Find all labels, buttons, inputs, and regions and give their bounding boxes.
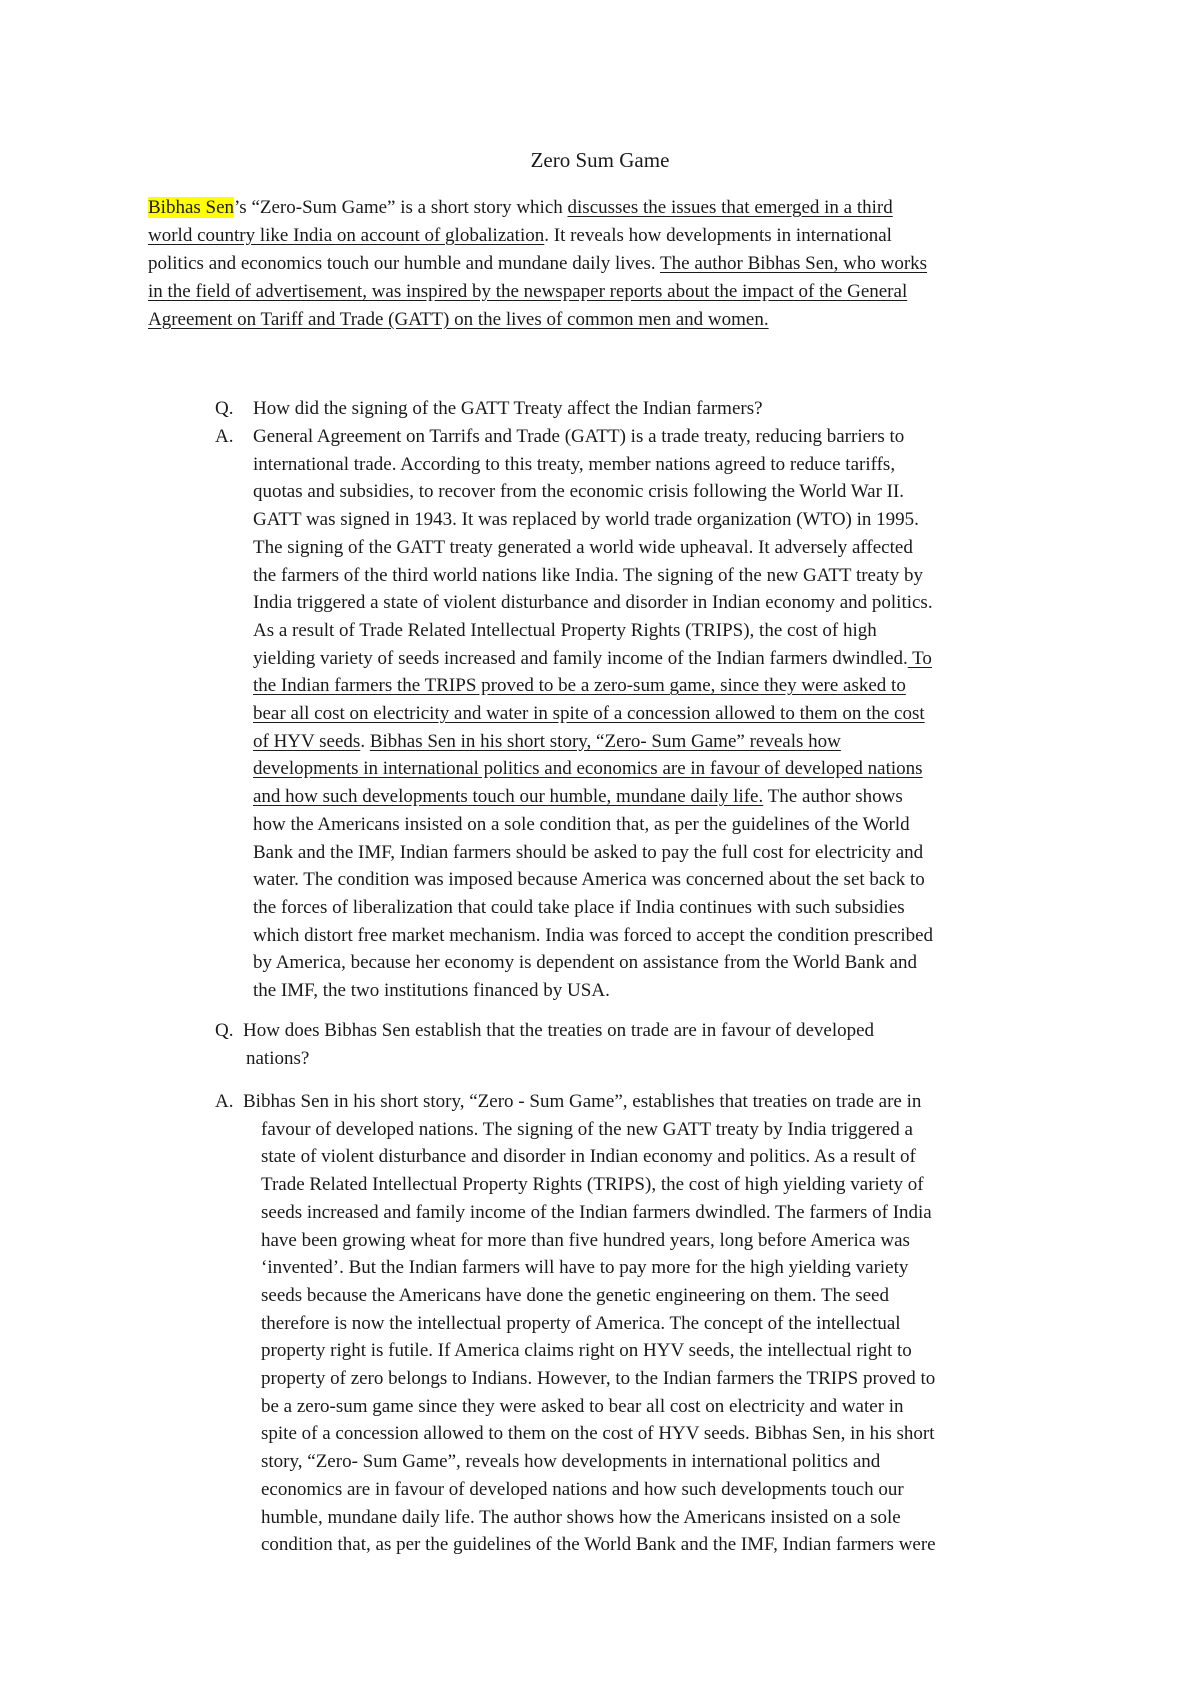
question-2-text: How does Bibhas Sen establish that the treaties on trade are in favour of developed nations? <box>243 1020 875 1069</box>
answer-line: by America, because her economy is dependent on assistance from the World Bank and <box>253 952 917 974</box>
answer-line: how the Americans insisted on a sole condition that, as per the guidelines of the World <box>253 813 910 835</box>
answer-line: and how such developments touch our humble, mundane daily life. The author shows <box>253 786 903 808</box>
answer-line: GATT was signed in 1943. It was replaced by world trade organization (WTO) in 1995. <box>253 509 919 531</box>
answer-line: General Agreement on Tarrifs and Trade (GATT) is a trade treaty, reducing barriers to <box>253 426 905 447</box>
answer-line: the Indian farmers the TRIPS proved to be a zero-sum game, since they were asked to <box>253 675 906 697</box>
answer-line: yielding variety of seeds increased and family income of the Indian farmers dwindled. To <box>253 647 932 669</box>
answer-line: Bibhas Sen in his short story, “Zero - Sum Game”, establishes that treaties on trade are in <box>243 1091 922 1112</box>
question-marker: Q. <box>215 398 234 419</box>
answer-line: the forces of liberalization that could take place if India continues with such subsidies <box>253 896 905 918</box>
answer-line: economics are in favour of developed nations and how such developments touch our <box>261 1478 904 1500</box>
answer-line: As a result of Trade Related Intellectual Property Rights (TRIPS), the cost of high <box>253 619 877 641</box>
answer-line: which distort free market mechanism. India was forced to accept the condition prescribed <box>253 924 934 946</box>
intro-line: politics and economics touch our humble and mundane daily lives. The author Bibhas Sen, who works <box>148 253 928 274</box>
answer-line: bear all cost on electricity and water in spite of a concession allowed to them on the cost <box>253 703 925 725</box>
intro-line: in the field of advertisement, was inspired by the newspaper reports about the impact of the General <box>148 281 908 302</box>
answer-line: property right is futile. If America claims right on HYV seeds, the intellectual right to <box>261 1340 912 1362</box>
answer-line: of HYV seeds. Bibhas Sen in his short story, “Zero- Sum Game” reveals how <box>253 730 841 752</box>
answer-line: India triggered a state of violent disturbance and disorder in Indian economy and politics. <box>253 592 933 614</box>
intro-paragraph <box>148 194 1068 334</box>
intro-line: world country like India on account of globalization. It reveals how developments in international <box>148 225 892 246</box>
answer-marker: A. <box>215 426 234 447</box>
answer-line: international trade. According to this treaty, member nations agreed to reduce tariffs, <box>253 453 896 475</box>
answer-line: story, “Zero- Sum Game”, reveals how developments in international politics and <box>261 1451 881 1473</box>
answer-line: therefore is now the intellectual property of America. The concept of the intellectual <box>261 1312 901 1334</box>
answer-line: developments in international politics and economics are in favour of developed nations <box>253 758 923 780</box>
answer-line: the farmers of the third world nations like India. The signing of the new GATT treaty by <box>253 564 923 586</box>
answer-line: condition that, as per the guidelines of the World Bank and the IMF, Indian farmers were <box>261 1534 936 1556</box>
intro-line: Bibhas Sen’s “Zero-Sum Game” is a short story which discusses the issues that emerged in a third <box>148 197 893 218</box>
answer-line: quotas and subsidies, to recover from the economic crisis following the World War II. <box>253 481 905 503</box>
intro-line: Agreement on Tariff and Trade (GATT) on the lives of common men and women. <box>148 309 769 330</box>
answer-2-text <box>243 1088 936 1559</box>
answer-line: favour of developed nations. The signing of the new GATT treaty by India triggered a <box>261 1118 913 1140</box>
answer-line: have been growing wheat for more than five hundred years, long before America was <box>261 1229 910 1251</box>
answer-line: The signing of the GATT treaty generated a world wide upheaval. It adversely affected <box>253 536 913 558</box>
page-title: Zero Sum Game <box>530 148 670 172</box>
answer-line: water. The condition was imposed because America was concerned about the set back to <box>253 869 925 891</box>
answer-line: state of violent disturbance and disorder in Indian economy and politics. As a result of <box>261 1146 916 1168</box>
answer-line: humble, mundane daily life. The author shows how the Americans insisted on a sole <box>261 1506 901 1528</box>
answer-line: ‘invented’. But the Indian farmers will have to pay more for the high yielding variety <box>261 1257 909 1279</box>
answer-line: Bank and the IMF, Indian farmers should be asked to pay the full cost for electricity and <box>253 841 924 863</box>
answer-line: seeds because the Americans have done the genetic engineering on them. The seed <box>261 1284 889 1306</box>
question-marker: Q. <box>215 1020 234 1041</box>
question-1-text: How did the signing of the GATT Treaty affect the Indian farmers? <box>253 398 763 419</box>
answer-line: seeds increased and family income of the Indian farmers dwindled. The farmers of India <box>261 1201 932 1223</box>
answer-line: be a zero-sum game since they were asked to bear all cost on electricity and water in <box>261 1395 904 1417</box>
answer-line: the IMF, the two institutions financed by USA. <box>253 980 610 1002</box>
answer-1-text <box>253 423 933 1005</box>
highlighted-author-name: Bibhas Sen <box>148 197 235 218</box>
answer-line: spite of a concession allowed to them on the cost of HYV seeds. Bibhas Sen, in his short <box>261 1423 935 1445</box>
answer-line: Trade Related Intellectual Property Rights (TRIPS), the cost of high yielding variety of <box>261 1174 924 1196</box>
answer-line: property of zero belongs to Indians. However, to the Indian farmers the TRIPS proved to <box>261 1368 936 1390</box>
answer-marker: A. <box>215 1091 234 1112</box>
